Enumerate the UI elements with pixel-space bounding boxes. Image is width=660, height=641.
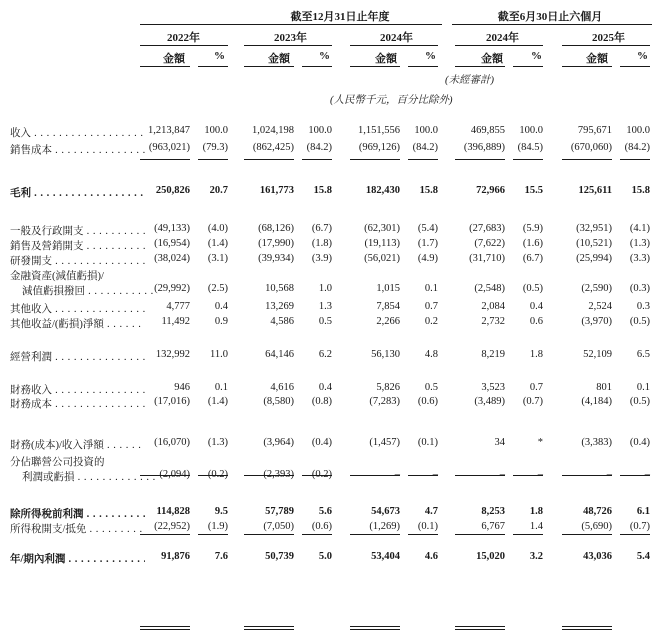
percent-underline-2024-six-months [513,66,543,67]
amount-underline-2024-six-months [455,66,505,67]
subtotal-rule [408,475,438,476]
subtotal-rule [455,534,505,535]
percent-cell: 4.7 [424,506,438,517]
percent-heading-2024-six-months: % [531,50,542,62]
subtotal-rule [513,475,543,476]
amount-cell: 182,430 [365,185,400,196]
subtotal-rule [140,534,190,535]
row-label-text: 利潤或虧損 [22,472,75,483]
table-row [0,521,660,535]
percent-cell: (0.1) [417,437,438,448]
amount-cell: 57,789 [265,506,294,517]
amount-underline-2025-six-months [562,66,612,67]
percent-cell: (3.3) [629,253,650,264]
amount-cell: 52,109 [583,349,612,360]
year-underline-2025-six-months [562,45,650,46]
total-rule-a-2022 [140,626,190,627]
subtotal-rule [244,159,294,160]
percent-cell: 20.7 [209,185,228,196]
row-label-text: 所得稅開支/抵免 [10,524,87,535]
total-rule-b-2025-six-months [562,629,612,630]
row-label-text: 金融資產(減值虧損)/ [10,271,104,282]
amount-cell: (17,016) [154,396,190,407]
subtotal-rule [513,159,543,160]
percent-cell: (84.2) [306,142,332,153]
table-row [0,238,660,252]
table-row [0,551,660,565]
total-rule-a-2024-six-months [455,626,505,627]
amount-cell: 3,523 [481,382,505,393]
amount-cell: 114,828 [156,506,190,517]
percent-cell: 4.6 [424,551,438,562]
subtotal-rule [350,534,400,535]
amount-cell: 15,020 [476,551,505,562]
amount-cell: 946 [174,382,190,393]
amount-cell: (32,951) [576,223,612,234]
percent-cell: (0.6) [417,396,438,407]
row-label-text: 研發開支 [10,256,52,267]
percent-cell: (5.9) [522,223,543,234]
percent-cell: 100.0 [204,125,228,136]
amount-cell: 4,616 [270,382,294,393]
year-heading-2024: 2024年 [380,32,413,44]
percent-cell: (1.8) [311,238,332,249]
amount-cell: 54,673 [371,506,400,517]
table-row [0,223,660,237]
row-label-text: 分佔聯營公司投資的 [10,457,105,468]
amount-cell: (62,301) [364,223,400,234]
table-row [0,349,660,363]
total-rule-a-2024 [350,626,400,627]
year-heading-2025-six-months: 2025年 [592,32,625,44]
amount-cell: 48,726 [583,506,612,517]
amount-cell: (8,580) [263,396,294,407]
percent-cell: 1.4 [529,521,543,532]
percent-cell: 0.7 [424,301,438,312]
period-heading-six-months: 截至6月30日止六個月 [497,11,603,23]
amount-cell: (3,970) [581,316,612,327]
table-row [0,506,660,520]
subtotal-rule [620,534,650,535]
amount-cell: (3,383) [581,437,612,448]
percent-cell: 0.4 [529,301,543,312]
amount-cell: (4,184) [581,396,612,407]
percent-underline-2022 [198,66,228,67]
amount-cell: 1,213,847 [148,125,190,136]
subtotal-rule [244,534,294,535]
row-label-text: 銷售成本 [10,145,52,156]
subtotal-rule [302,159,332,160]
amount-underline-2023 [244,66,294,67]
percent-cell: (0.7) [629,521,650,532]
amount-cell: (3,964) [263,437,294,448]
amount-underline-2024 [350,66,400,67]
amount-cell: 2,732 [481,316,505,327]
amount-cell: (25,994) [576,253,612,264]
amount-cell: (22,952) [154,521,190,532]
amount-cell: 8,253 [481,506,505,517]
amount-heading-2022: 金額 [163,53,185,65]
percent-cell: (84.2) [412,142,438,153]
amount-cell: (1,269) [369,521,400,532]
percent-cell: 6.2 [318,349,332,360]
percent-cell: 4.8 [424,349,438,360]
percent-cell: (4.1) [629,223,650,234]
amount-cell: – [394,469,400,480]
percent-cell: (0.1) [417,521,438,532]
percent-cell: 100.0 [414,125,438,136]
percent-cell: (0.5) [522,283,543,294]
amount-cell: 13,269 [265,301,294,312]
percent-cell: 100.0 [519,125,543,136]
subtotal-rule [198,534,228,535]
table-row [0,437,660,451]
amount-cell: (16,070) [154,437,190,448]
percent-cell: (0.7) [522,396,543,407]
amount-cell: (7,050) [263,521,294,532]
subtotal-rule [562,159,612,160]
subtotal-rule [620,159,650,160]
subtotal-rule [562,534,612,535]
percent-cell: 7.6 [214,551,228,562]
percent-cell: (6.7) [522,253,543,264]
percent-cell: (1.3) [207,437,228,448]
row-label-text: 減值虧損撥回 [22,286,85,297]
amount-cell: 2,084 [481,301,505,312]
row-label-text: 一般及行政開支 [10,226,84,237]
percent-cell: 11.0 [210,349,228,360]
subtotal-rule [408,159,438,160]
year-underline-2024-six-months [455,45,543,46]
amount-cell: 8,219 [481,349,505,360]
total-rule-b-2022 [140,629,190,630]
subtotal-rule [408,534,438,535]
amount-cell: – [499,469,505,480]
percent-heading-2024: % [425,50,436,62]
amount-cell: (2,590) [581,283,612,294]
total-rule-a-2023 [244,626,294,627]
percent-cell: 9.5 [214,506,228,517]
percent-cell: 0.4 [318,382,332,393]
table-row [0,382,660,396]
amount-heading-2023: 金額 [268,53,290,65]
row-label-text: 除所得稅前利潤 [10,509,84,520]
table-row [0,268,660,282]
percent-cell: (4.0) [207,223,228,234]
year-heading-2023: 2023年 [274,32,307,44]
amount-cell: 125,611 [578,185,612,196]
subtotal-rule [302,534,332,535]
row-label-text: 其他收益/(虧損)淨額 [10,319,104,330]
amount-cell: 11,492 [161,316,190,327]
table-row [0,316,660,330]
percent-cell: 100.0 [308,125,332,136]
amount-cell: (17,990) [258,238,294,249]
subtotal-rule [562,475,612,476]
percent-underline-2025-six-months [620,66,650,67]
row-label [10,454,145,469]
percent-cell: 1.0 [318,283,332,294]
year-underline-2022 [140,45,228,46]
amount-cell: 132,992 [155,349,190,360]
amount-cell: 250,826 [155,185,190,196]
amount-cell: (56,021) [364,253,400,264]
percent-cell: 0.4 [214,301,228,312]
percent-cell: (2.5) [207,283,228,294]
amount-cell: (2,393) [263,469,294,480]
percent-cell: (3.9) [311,253,332,264]
amount-cell: (862,425) [252,142,294,153]
percent-cell: 1.8 [529,506,543,517]
amount-heading-2025-six-months: 金額 [586,53,608,65]
subtotal-rule [350,159,400,160]
percent-cell: * [537,437,543,448]
table-row [0,469,660,483]
amount-cell: 7,854 [376,301,400,312]
amount-cell: (5,690) [581,521,612,532]
amount-cell: (3,489) [474,396,505,407]
amount-cell: (670,060) [570,142,612,153]
amount-cell: 4,586 [270,316,294,327]
amount-cell: 1,015 [376,283,400,294]
amount-cell: (49,133) [154,223,190,234]
table-row [0,253,660,267]
percent-cell: 0.5 [424,382,438,393]
amount-cell: 72,966 [476,185,505,196]
percent-cell: (3.1) [207,253,228,264]
year-heading-2022: 2022年 [167,32,200,44]
row-label-text: 財務(成本)/收入淨額 [10,440,104,451]
percent-cell: 0.3 [636,301,650,312]
year-underline-2023 [244,45,332,46]
amount-cell: 56,130 [371,349,400,360]
row-label [10,268,145,283]
amount-cell: 50,739 [265,551,294,562]
total-rule-b-2024-six-months [455,629,505,630]
percent-cell: (4.9) [417,253,438,264]
table-row [0,454,660,468]
percent-cell: (84.2) [624,142,650,153]
percent-cell: (79.3) [202,142,228,153]
amount-cell: 34 [494,437,505,448]
percent-cell: – [644,469,650,480]
amount-cell: (27,683) [469,223,505,234]
percent-cell: (1.7) [417,238,438,249]
amount-cell: 10,568 [265,283,294,294]
percent-cell: (6.7) [311,223,332,234]
row-label-text: 毛利 [10,188,31,199]
row-label-text: 財務收入 [10,385,52,396]
amount-cell: (16,954) [154,238,190,249]
subtotal-rule [140,475,190,476]
period-underline-left [140,24,442,25]
subtotal-rule [244,475,294,476]
subtotal-rule [513,534,543,535]
amount-cell: 1,024,198 [252,125,294,136]
subtotal-rule [350,475,400,476]
percent-cell: (0.6) [311,521,332,532]
percent-cell: 0.9 [214,316,228,327]
percent-cell: (0.2) [207,469,228,480]
percent-cell: (0.3) [629,283,650,294]
amount-cell: 801 [596,382,612,393]
percent-cell: 0.7 [529,382,543,393]
row-label-text: 其他收入 [10,304,52,315]
percent-cell: – [432,469,438,480]
amount-cell: 2,266 [376,316,400,327]
percent-cell: (1.9) [207,521,228,532]
amount-cell: (1,457) [369,437,400,448]
percent-cell: (1.4) [207,396,228,407]
unit-note: (人民幣千元，百分比除外) [330,95,453,106]
year-underline-2024 [350,45,438,46]
amount-cell: (39,934) [258,253,294,264]
amount-cell: (969,126) [358,142,400,153]
unaudited-note: (未經審計) [445,75,494,86]
percent-cell: (1.6) [522,238,543,249]
percent-underline-2024 [408,66,438,67]
percent-cell: 6.5 [636,349,650,360]
percent-cell: 3.2 [529,551,543,562]
row-label-text: 年/期內利潤 [10,554,66,565]
percent-cell: 0.1 [636,382,650,393]
percent-cell: 1.3 [318,301,332,312]
total-rule-b-2023 [244,629,294,630]
percent-cell: (0.4) [311,437,332,448]
subtotal-rule [302,475,332,476]
amount-cell: (68,126) [258,223,294,234]
percent-cell: (1.4) [207,238,228,249]
subtotal-rule [140,159,190,160]
percent-cell: (0.4) [629,437,650,448]
year-heading-2024-six-months: 2024年 [486,32,519,44]
amount-cell: (7,283) [369,396,400,407]
row-label-text: 銷售及營銷開支 [10,241,84,252]
percent-underline-2023 [302,66,332,67]
amount-underline-2022 [140,66,190,67]
amount-cell: (2,548) [474,283,505,294]
amount-cell: (19,113) [364,238,400,249]
percent-heading-2025-six-months: % [637,50,648,62]
percent-cell: (0.5) [629,316,650,327]
percent-cell: 100.0 [626,125,650,136]
percent-cell: 0.2 [424,316,438,327]
amount-cell: (38,024) [154,253,190,264]
percent-cell: 0.1 [214,382,228,393]
table-row [0,396,660,410]
subtotal-rule [620,475,650,476]
percent-cell: 5.0 [318,551,332,562]
percent-cell: (0.5) [629,396,650,407]
amount-cell: 91,876 [161,551,190,562]
percent-heading-2022: % [214,50,225,62]
percent-cell: 6.1 [636,506,650,517]
amount-cell: (31,710) [469,253,505,264]
percent-cell: (0.8) [311,396,332,407]
amount-cell: 1,151,556 [358,125,400,136]
table-row [0,301,660,315]
total-rule-a-2025-six-months [562,626,612,627]
row-label-text: 經營利潤 [10,352,52,363]
percent-cell: (5.4) [417,223,438,234]
amount-cell: 6,767 [481,521,505,532]
amount-cell: 53,404 [371,551,400,562]
percent-cell: 0.1 [424,283,438,294]
percent-cell: 15.8 [313,185,332,196]
amount-cell: 795,671 [577,125,612,136]
percent-cell: 15.8 [419,185,438,196]
amount-heading-2024: 金額 [375,53,397,65]
percent-cell: 1.8 [529,349,543,360]
amount-cell: 64,146 [265,349,294,360]
period-heading-year-end: 截至12月31日止年度 [290,11,390,23]
table-row [0,142,660,156]
percent-cell: 15.5 [524,185,543,196]
percent-cell: (1.3) [629,238,650,249]
table-row [0,125,660,139]
subtotal-rule [455,159,505,160]
amount-cell: 4,777 [166,301,190,312]
percent-cell: 15.8 [631,185,650,196]
table-row [0,283,660,297]
percent-cell: 5.6 [318,506,332,517]
amount-cell: 161,773 [259,185,294,196]
total-rule-b-2024 [350,629,400,630]
percent-cell: (0.2) [311,469,332,480]
percent-heading-2023: % [319,50,330,62]
row-label-text: 收入 [10,128,31,139]
percent-cell: – [537,469,543,480]
percent-cell: 5.4 [636,551,650,562]
amount-cell: (10,521) [576,238,612,249]
percent-cell: (84.5) [517,142,543,153]
amount-heading-2024-six-months: 金額 [481,53,503,65]
percent-cell: 0.6 [529,316,543,327]
amount-cell: (963,021) [148,142,190,153]
subtotal-rule [198,159,228,160]
amount-cell: – [606,469,612,480]
amount-cell: (396,889) [463,142,505,153]
table-row [0,185,660,199]
subtotal-rule [455,475,505,476]
percent-cell: 0.5 [318,316,332,327]
amount-cell: 5,826 [376,382,400,393]
amount-cell: (7,622) [474,238,505,249]
amount-cell: (29,992) [154,283,190,294]
subtotal-rule [198,475,228,476]
amount-cell: 43,036 [583,551,612,562]
amount-cell: 469,855 [470,125,505,136]
amount-cell: (2,094) [159,469,190,480]
row-label-text: 財務成本 [10,399,52,410]
amount-cell: 2,524 [588,301,612,312]
period-underline-right [452,24,652,25]
